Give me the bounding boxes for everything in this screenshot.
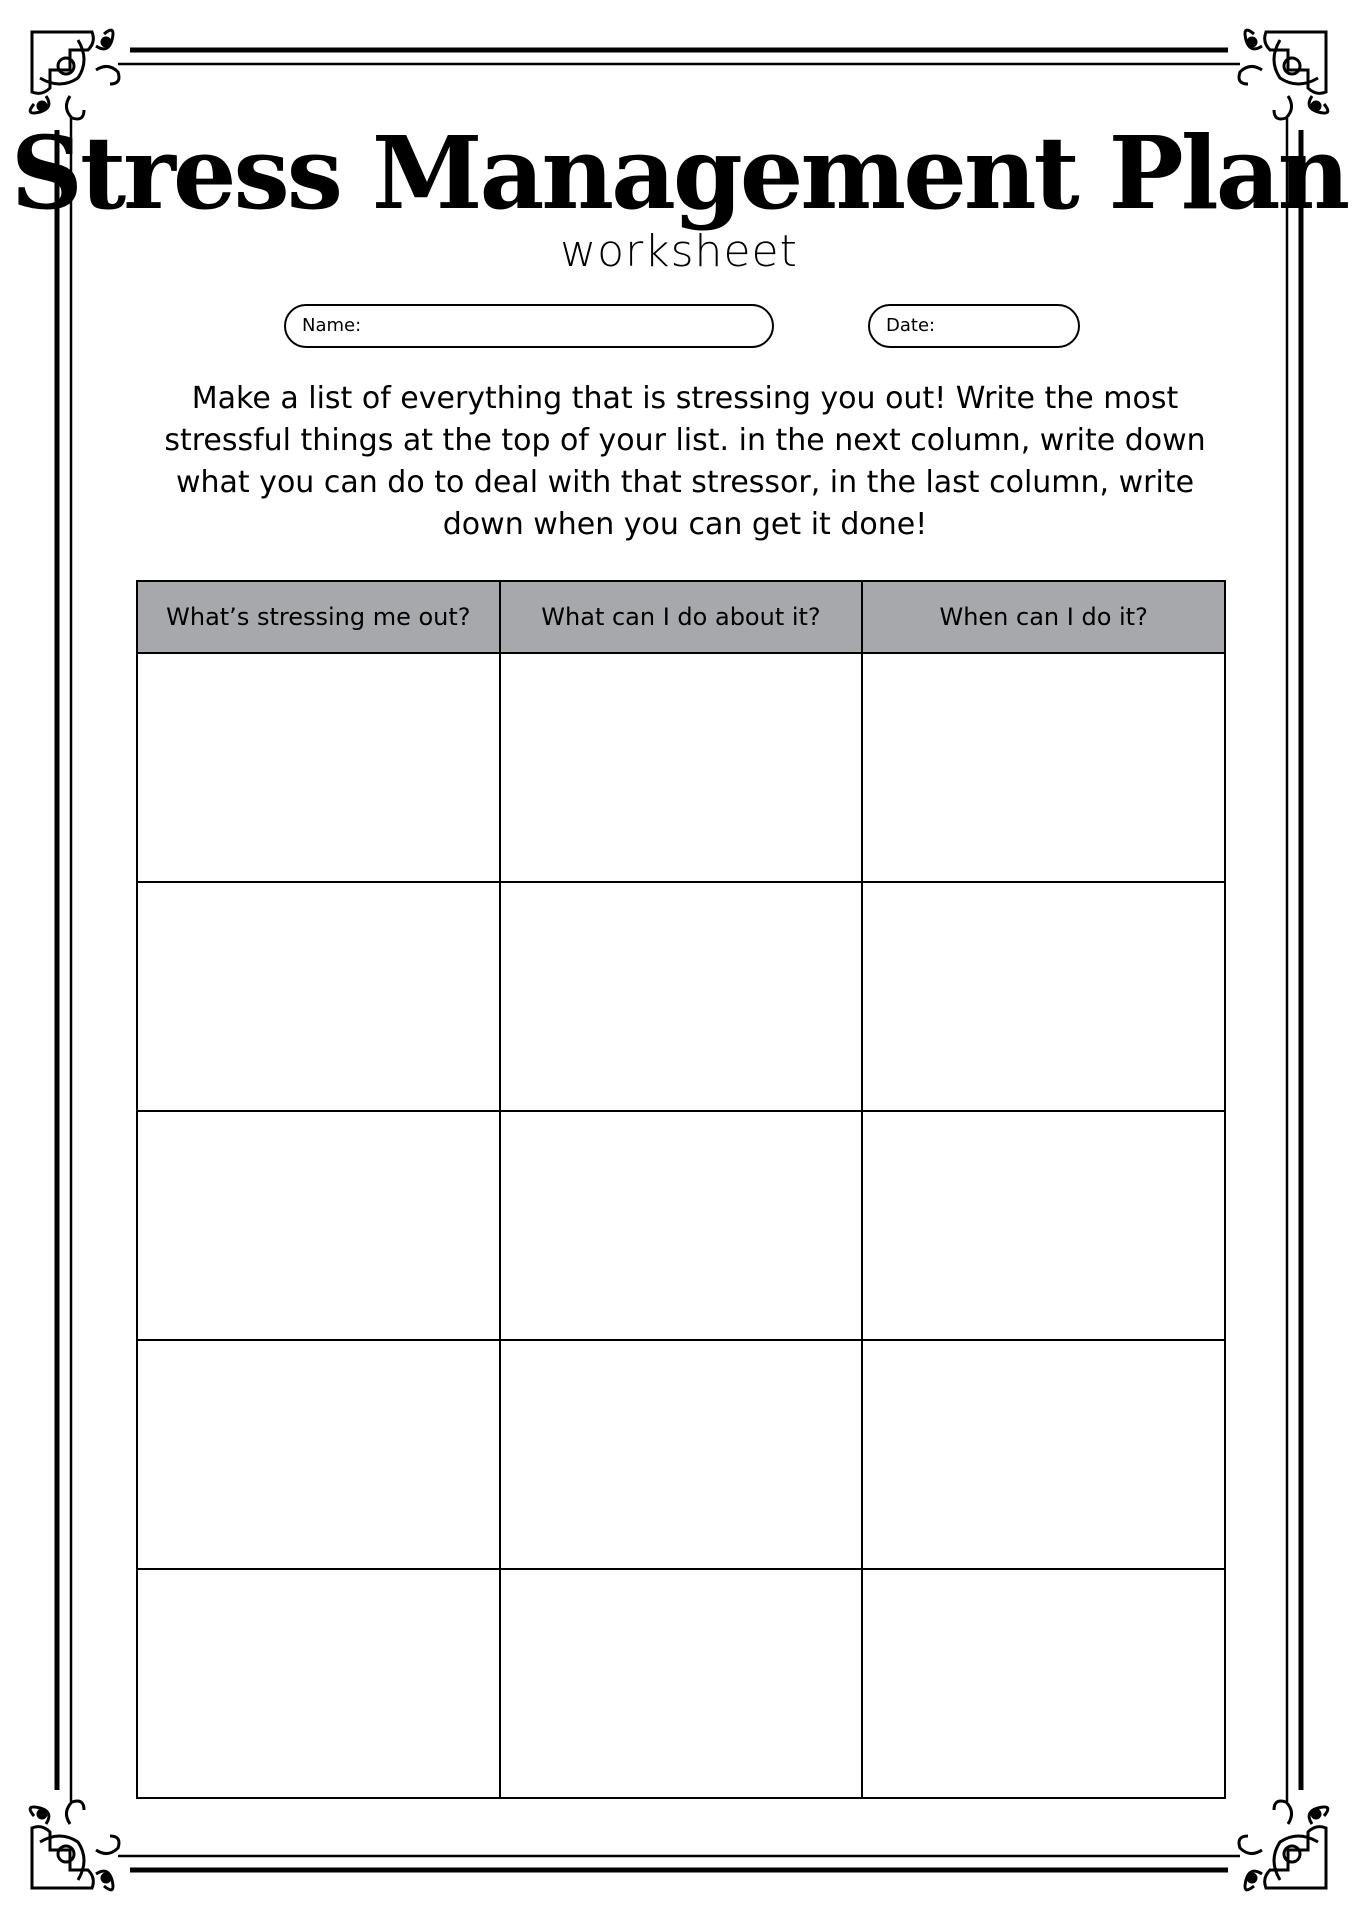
table-cell[interactable] bbox=[137, 882, 500, 1111]
table-cell[interactable] bbox=[500, 882, 863, 1111]
table-row bbox=[137, 653, 1225, 882]
column-header-actions: What can I do about it? bbox=[500, 581, 863, 653]
table-cell[interactable] bbox=[500, 1569, 863, 1798]
table-row bbox=[137, 1111, 1225, 1340]
date-label: Date: bbox=[886, 315, 936, 336]
table-row bbox=[137, 882, 1225, 1111]
table-header-row bbox=[137, 581, 1225, 653]
table-cell[interactable] bbox=[862, 882, 1225, 1111]
name-field[interactable] bbox=[284, 304, 774, 348]
table-cell[interactable] bbox=[500, 653, 863, 882]
table-cell[interactable] bbox=[862, 653, 1225, 882]
page-title: Stress Management Plan bbox=[10, 114, 1348, 232]
table-cell[interactable] bbox=[862, 1569, 1225, 1798]
page-subtitle: worksheet bbox=[560, 226, 798, 277]
instructions-text: Make a list of everything that is stressing you out! Write the most stressful things at the top of your list. in the next column, write down what you can do to deal with that stressor, in the last column, write down when you can get it done! bbox=[164, 381, 1206, 542]
table-cell[interactable] bbox=[137, 653, 500, 882]
column-header-when: When can I do it? bbox=[862, 581, 1225, 653]
name-label: Name: bbox=[302, 315, 362, 336]
table-cell[interactable] bbox=[137, 1340, 500, 1569]
stress-plan-table bbox=[136, 580, 1226, 1799]
table-cell[interactable] bbox=[137, 1111, 500, 1340]
table-cell[interactable] bbox=[862, 1340, 1225, 1569]
table-cell[interactable] bbox=[500, 1111, 863, 1340]
table-row bbox=[137, 1340, 1225, 1569]
table-cell[interactable] bbox=[500, 1340, 863, 1569]
table-cell[interactable] bbox=[862, 1111, 1225, 1340]
column-header-stressors: What’s stressing me out? bbox=[137, 581, 500, 653]
table-row bbox=[137, 1569, 1225, 1798]
table-cell[interactable] bbox=[137, 1569, 500, 1798]
date-field[interactable] bbox=[868, 304, 1080, 348]
